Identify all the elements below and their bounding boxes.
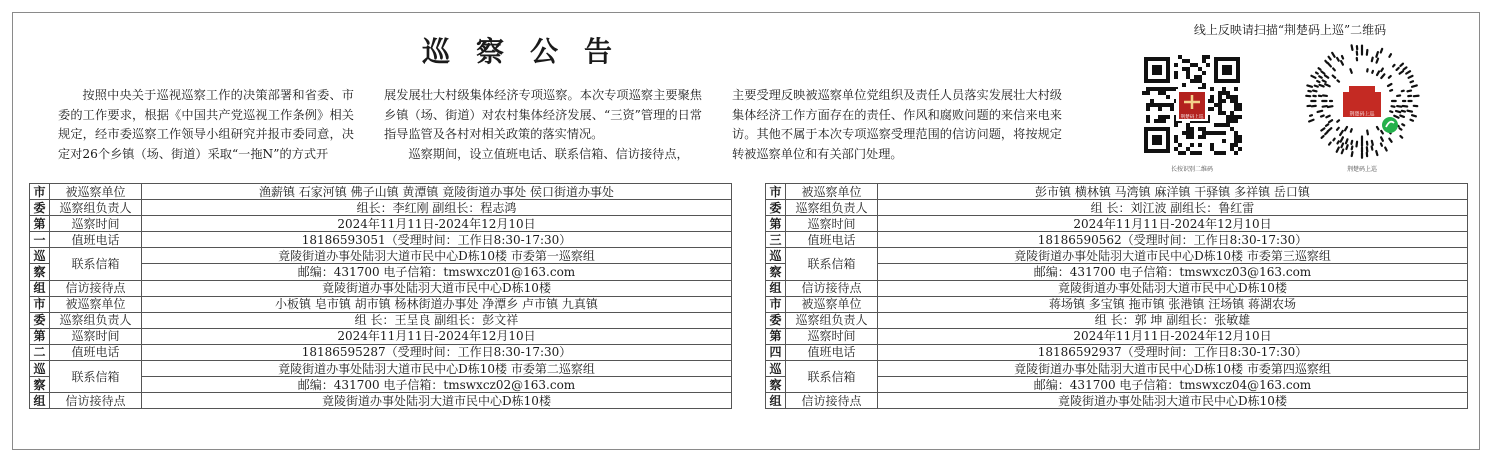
value-period: 2024年11月11日-2024年12月10日 — [878, 216, 1468, 232]
group-name-char: 察 — [766, 264, 786, 280]
group-name-char: 第 — [766, 328, 786, 344]
label-period: 巡察时间 — [786, 216, 878, 232]
group-name-char: 组 — [766, 393, 786, 409]
label-mailbox: 联系信箱 — [50, 248, 142, 280]
table-row — [30, 200, 732, 216]
label-visit: 信访接待点 — [50, 280, 142, 296]
table-row — [30, 248, 732, 264]
qr2-badge-text: 荆楚码上巡 — [1349, 111, 1375, 118]
group-name-char: 巡 — [766, 361, 786, 377]
notice-title: 巡察公告 — [421, 35, 638, 68]
value-mailbox: 竟陵街道办事处陆羽大道市民中心D栋10楼 市委第三巡察组 — [878, 248, 1468, 264]
value-phone: 18186593051（受理时间：工作日8:30-17:30） — [142, 232, 732, 248]
value-period: 2024年11月11日-2024年12月10日 — [878, 328, 1468, 344]
group-name-char: 巡 — [766, 248, 786, 264]
body-text-2b: 巡察期间，设立值班电话、联系信箱、信访接待点， — [408, 146, 689, 161]
group-name-char: 第 — [766, 216, 786, 232]
label-leader: 巡察组负责人 — [50, 200, 142, 216]
label-phone: 值班电话 — [50, 344, 142, 360]
inspection-table-left — [29, 183, 732, 409]
value-mailbox-code: 邮编：431700 电子信箱：tmswxcz01@163.com — [142, 264, 732, 280]
group-name-char: 察 — [766, 377, 786, 393]
label-period: 巡察时间 — [50, 328, 142, 344]
label-visit: 信访接待点 — [786, 393, 878, 409]
label-leader: 巡察组负责人 — [50, 312, 142, 328]
qr1-label: 长按识别二维码 — [1170, 166, 1213, 173]
label-period: 巡察时间 — [786, 328, 878, 344]
label-mailbox: 联系信箱 — [786, 248, 878, 280]
label-mailbox: 联系信箱 — [50, 361, 142, 393]
table-row — [30, 216, 732, 232]
qr-caption: 线上反映请扫描“荆楚码上巡”二维码 — [1193, 23, 1387, 37]
value-units: 小板镇 皂市镇 胡市镇 杨林街道办事处 净潭乡 卢市镇 九真镇 — [142, 296, 732, 312]
table-row — [766, 312, 1468, 328]
label-mailbox: 联系信箱 — [786, 361, 878, 393]
group-name-char: 组 — [766, 280, 786, 296]
value-leader: 组长：李红刚 副组长：程志鸿 — [142, 200, 732, 216]
group-name-char: 二 — [30, 344, 50, 360]
table-row — [766, 361, 1468, 377]
group-name-char: 四 — [766, 344, 786, 360]
value-units: 彭市镇 横林镇 马湾镇 麻洋镇 干驿镇 多祥镇 岳口镇 — [878, 184, 1468, 200]
body-text-3: 主要受理反映被巡察单位党组织及责任人员落实发展壮大村级集体经济工作方面存在的责任、作风和腐败问题的来信来电来访。其他不属于本次专项巡察受理范围的信访问题，将按规定转被巡察单位和有关部门处理。 — [732, 88, 1062, 161]
table-row — [766, 216, 1468, 232]
group-name-char: 组 — [30, 393, 50, 409]
value-phone: 18186592937（受理时间：工作日8:30-17:30） — [878, 344, 1468, 360]
group-name-char: 巡 — [30, 361, 50, 377]
body-column-1 — [58, 86, 354, 164]
label-visit: 信访接待点 — [50, 393, 142, 409]
value-leader: 组 长：王呈良 副组长：彭文祥 — [142, 312, 732, 328]
label-period: 巡察时间 — [50, 216, 142, 232]
group-name-char: 市 — [30, 296, 50, 312]
value-mailbox: 竟陵街道办事处陆羽大道市民中心D栋10楼 市委第一巡察组 — [142, 248, 732, 264]
body-column-3 — [732, 86, 1062, 164]
group-name-char: 市 — [766, 184, 786, 200]
label-units: 被巡察单位 — [50, 296, 142, 312]
group-name-char: 第 — [30, 328, 50, 344]
table-row — [30, 296, 732, 312]
label-phone: 值班电话 — [786, 232, 878, 248]
group-name-char: 委 — [766, 312, 786, 328]
group-name-char: 市 — [30, 184, 50, 200]
table-row — [30, 184, 732, 200]
value-visit: 竟陵街道办事处陆羽大道市民中心D栋10楼 — [878, 280, 1468, 296]
group-name-char: 第 — [30, 216, 50, 232]
label-units: 被巡察单位 — [786, 184, 878, 200]
table-row — [30, 361, 732, 377]
value-leader: 组 长：刘江波 副组长：鲁红雷 — [878, 200, 1468, 216]
label-phone: 值班电话 — [786, 344, 878, 360]
group-name-char: 委 — [30, 200, 50, 216]
value-visit: 竟陵街道办事处陆羽大道市民中心D栋10楼 — [142, 280, 732, 296]
value-phone: 18186590562（受理时间：工作日8:30-17:30） — [878, 232, 1468, 248]
value-leader: 组 长：郭 坤 副组长：张敏雄 — [878, 312, 1468, 328]
value-mailbox-code: 邮编：431700 电子信箱：tmswxcz04@163.com — [878, 377, 1468, 393]
label-units: 被巡察单位 — [786, 296, 878, 312]
value-units: 蒋场镇 多宝镇 拖市镇 张港镇 汪场镇 蒋湖农场 — [878, 296, 1468, 312]
table-row — [30, 232, 732, 248]
table-row — [766, 344, 1468, 360]
table-row — [30, 312, 732, 328]
group-name-char: 委 — [766, 200, 786, 216]
group-name-char: 一 — [30, 232, 50, 248]
label-visit: 信访接待点 — [786, 280, 878, 296]
mini-program-code-icon[interactable] — [1303, 42, 1421, 160]
value-mailbox-code: 邮编：431700 电子信箱：tmswxcz02@163.com — [142, 377, 732, 393]
table-row — [766, 328, 1468, 344]
group-name-char: 组 — [30, 280, 50, 296]
table-row — [766, 184, 1468, 200]
qr1-badge-text: 荆楚码上巡 — [1180, 115, 1204, 120]
table-row — [30, 344, 732, 360]
value-mailbox-code: 邮编：431700 电子信箱：tmswxcz03@163.com — [878, 264, 1468, 280]
group-name-char: 市 — [766, 296, 786, 312]
value-visit: 竟陵街道办事处陆羽大道市民中心D栋10楼 — [142, 393, 732, 409]
value-units: 渔薪镇 石家河镇 佛子山镇 黄潭镇 竟陵街道办事处 侯口街道办事处 — [142, 184, 732, 200]
value-mailbox: 竟陵街道办事处陆羽大道市民中心D栋10楼 市委第四巡察组 — [878, 361, 1468, 377]
table-row — [766, 296, 1468, 312]
group-name-char: 巡 — [30, 248, 50, 264]
table-row — [30, 393, 732, 409]
value-period: 2024年11月11日-2024年12月10日 — [142, 216, 732, 232]
label-leader: 巡察组负责人 — [786, 200, 878, 216]
label-leader: 巡察组负责人 — [786, 312, 878, 328]
label-units: 被巡察单位 — [50, 184, 142, 200]
table-row — [766, 393, 1468, 409]
body-column-2 — [384, 86, 702, 164]
value-phone: 18186595287（受理时间：工作日8:30-17:30） — [142, 344, 732, 360]
value-period: 2024年11月11日-2024年12月10日 — [142, 328, 732, 344]
table-row — [30, 280, 732, 296]
inspection-table-right — [765, 183, 1468, 409]
body-text-1: 按照中央关于巡视巡察工作的决策部署和省委、市委的工作要求，根据《中国共产党巡视工作条例》相关规定，经市委巡察工作领导小组研究并报市委同意，决定对26个乡镇（场、街道）采取“一拖N”的方式开 — [58, 88, 354, 161]
value-visit: 竟陵街道办事处陆羽大道市民中心D栋10楼 — [878, 393, 1468, 409]
qr2-label: 荆楚码上巡 — [1346, 166, 1377, 173]
qr-code-square-icon[interactable] — [1142, 55, 1242, 155]
table-row — [30, 328, 732, 344]
table-row — [766, 232, 1468, 248]
table-row — [766, 248, 1468, 264]
group-name-char: 三 — [766, 232, 786, 248]
table-row — [766, 280, 1468, 296]
group-name-char: 察 — [30, 264, 50, 280]
group-name-char: 察 — [30, 377, 50, 393]
table-row — [766, 200, 1468, 216]
body-text-2a: 展发展壮大村级集体经济专项巡察。本次专项巡察主要聚焦乡镇（场、街道）对农村集体经济发展、“三资”管理的日常指导监管及各村对相关政策的落实情况。 — [384, 88, 702, 141]
group-name-char: 委 — [30, 312, 50, 328]
label-phone: 值班电话 — [50, 232, 142, 248]
value-mailbox: 竟陵街道办事处陆羽大道市民中心D栋10楼 市委第二巡察组 — [142, 361, 732, 377]
